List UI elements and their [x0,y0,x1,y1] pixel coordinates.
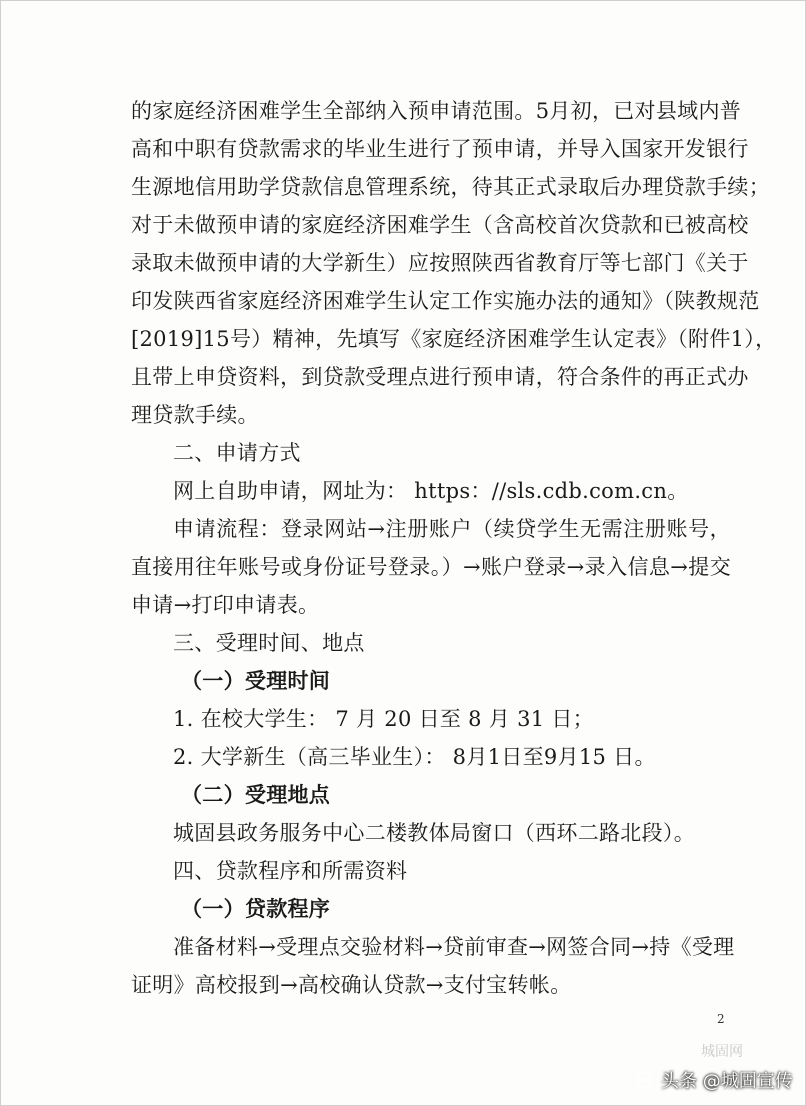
section-heading-loan-procedure: 四、贷款程序和所需资料 [173,859,408,883]
process-line: 直接用往年账号或身份证号登录。）→账户登录→录入信息→提交 [131,555,731,579]
procedure-line: 准备材料→受理点交验材料→贷前审查→网签合同→持《受理 [173,935,735,959]
body-line: 且带上申贷资料，到贷款受理点进行预申请，符合条件的再正式办 [131,365,749,389]
subheading-procedure: （一）贷款程序 [181,896,331,921]
website-line: 网上自助申请，网址为： https：//sls.cdb.com.cn。 [173,479,689,503]
subheading-time: （一）受理时间 [181,668,331,693]
body-line: 高和中职有贷款需求的毕业生进行了预申请，并导入国家开发银行 [131,137,749,161]
subheading-place: （二）受理地点 [181,782,331,807]
time-item-1: 1. 在校大学生： 7 月 20 日至 8 月 31 日； [173,707,594,731]
time-item-2: 2. 大学新生（高三毕业生）： 8月1日至9月15 日。 [173,745,656,769]
body-line: 理贷款手续。 [131,403,259,427]
location-line: 城固县政务服务中心二楼教体局窗口（西环二路北段）。 [173,821,695,845]
process-line: 申请流程：登录网站→注册账户（续贷学生无需注册账号， [173,517,731,541]
section-heading-application-method: 二、申请方式 [173,441,301,465]
faint-watermark: 城固网 [701,1044,743,1060]
procedure-line: 证明》高校报到→高校确认贷款→支付宝转帐。 [131,973,572,997]
body-line: 录取未做预申请的大学新生）应按照陕西省教育厅等七部门《关于 [131,251,749,275]
page-number: 2 [717,1012,725,1026]
body-line: 的家庭经济困难学生全部纳入预申请范围。5月初，已对县域内普 [131,99,742,123]
body-line: 生源地信用助学贷款信息管理系统，待其正式录取后办理贷款手续； [131,175,770,199]
watermark-text: 头条 @城固宣传 [661,1071,793,1092]
body-line: 对于未做预申请的家庭经济困难学生（含高校首次贷款和已被高校 [131,213,749,237]
headline-bubble-icon [633,1069,655,1091]
body-line: [2019]15号）精神，先填写《家庭经济困难学生认定表》（附件1）， [131,327,777,351]
process-line: 申请→打印申请表。 [131,593,320,617]
section-heading-time-place: 三、受理时间、地点 [173,631,365,655]
body-line: 印发陕西省家庭经济困难学生认定工作实施办法的通知》（陕教规范 [131,289,760,313]
source-watermark [633,1065,793,1095]
